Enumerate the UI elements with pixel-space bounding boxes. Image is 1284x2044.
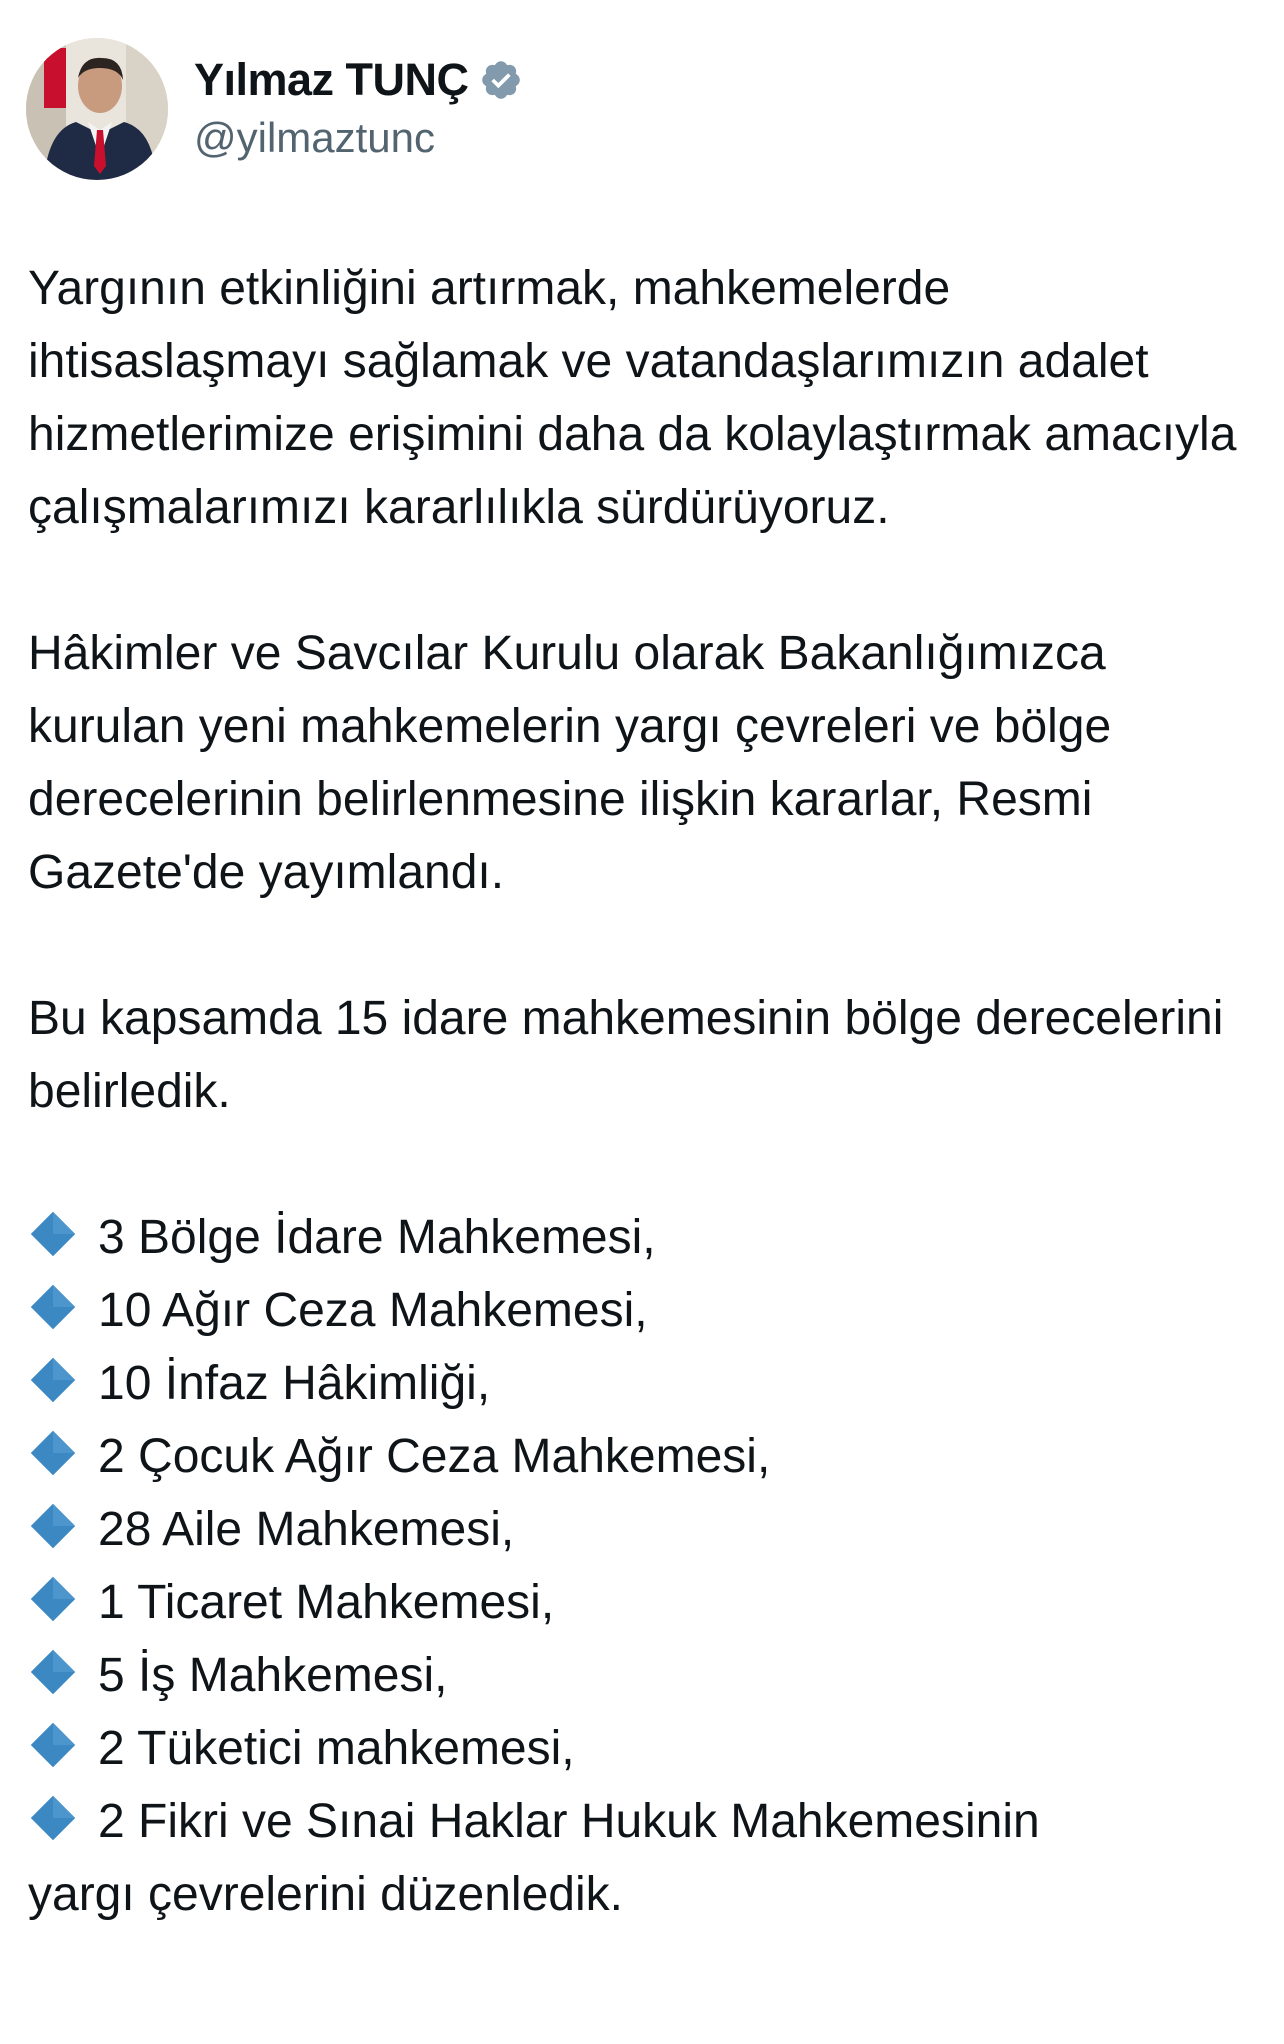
list-item: [28, 1639, 1264, 1712]
blue-diamond-icon: [28, 1282, 78, 1332]
name-row: [194, 53, 523, 107]
list-item: [28, 1566, 1264, 1639]
display-name[interactable]: Yılmaz TUNÇ: [194, 54, 469, 105]
list-item-text: 10 Ağır Ceza Mahkemesi,: [98, 1284, 648, 1337]
list-item-text: 5 İş Mahkemesi,: [98, 1649, 448, 1702]
blue-diamond-icon: [28, 1793, 78, 1843]
list-item: [28, 1201, 1264, 1274]
list-item: [28, 1493, 1264, 1566]
closing-line: yargı çevrelerini düzenledik.: [28, 1868, 623, 1921]
spacer: [28, 909, 1264, 982]
post-header: [26, 34, 523, 184]
court-list: [28, 1201, 1264, 1858]
paragraph-3: Bu kapsamda 15 idare mahkemesinin bölge derecelerini belirledik.: [28, 992, 1224, 1118]
blue-diamond-icon: [28, 1574, 78, 1624]
list-item: [28, 1420, 1264, 1493]
list-item-text: 3 Bölge İdare Mahkemesi,: [98, 1211, 656, 1264]
verified-badge-icon[interactable]: [479, 58, 523, 102]
list-item: [28, 1347, 1264, 1420]
avatar-image: [26, 38, 168, 180]
list-item-text: 2 Çocuk Ağır Ceza Mahkemesi,: [98, 1430, 771, 1483]
handle[interactable]: @yilmaztunc: [194, 114, 436, 161]
author-names: [194, 53, 523, 165]
spacer: [28, 544, 1264, 617]
list-item-text: 2 Fikri ve Sınai Haklar Hukuk Mahkemesinin: [98, 1795, 1040, 1848]
blue-diamond-icon: [28, 1209, 78, 1259]
blue-diamond-icon: [28, 1355, 78, 1405]
avatar[interactable]: [26, 38, 168, 180]
blue-diamond-icon: [28, 1720, 78, 1770]
paragraph-2: Hâkimler ve Savcılar Kurulu olarak Bakanlığımızca kurulan yeni mahkemelerin yargı çevreleri ve bölge derecelerinin belirlenmesine ilişkin kararlar, Resmi Gazete'de yayımlandı.: [28, 627, 1112, 899]
list-item: [28, 1785, 1264, 1858]
list-item: [28, 1712, 1264, 1785]
list-item: [28, 1274, 1264, 1347]
blue-diamond-icon: [28, 1647, 78, 1697]
list-item-text: 10 İnfaz Hâkimliği,: [98, 1357, 491, 1410]
blue-diamond-icon: [28, 1428, 78, 1478]
list-item-text: 2 Tüketici mahkemesi,: [98, 1722, 575, 1775]
list-item-text: 1 Ticaret Mahkemesi,: [98, 1576, 555, 1629]
paragraph-1: Yargının etkinliğini artırmak, mahkemelerde ihtisaslaşmayı sağlamak ve vatandaşlarımızın adalet hizmetlerimize erişimini daha da kolaylaştırmak amacıyla çalışmalarımızı kararlılıkla sürdürüyoruz.: [28, 262, 1237, 534]
post-body: [28, 252, 1264, 1931]
blue-diamond-icon: [28, 1501, 78, 1551]
spacer: [28, 1128, 1264, 1201]
list-item-text: 28 Aile Mahkemesi,: [98, 1503, 515, 1556]
